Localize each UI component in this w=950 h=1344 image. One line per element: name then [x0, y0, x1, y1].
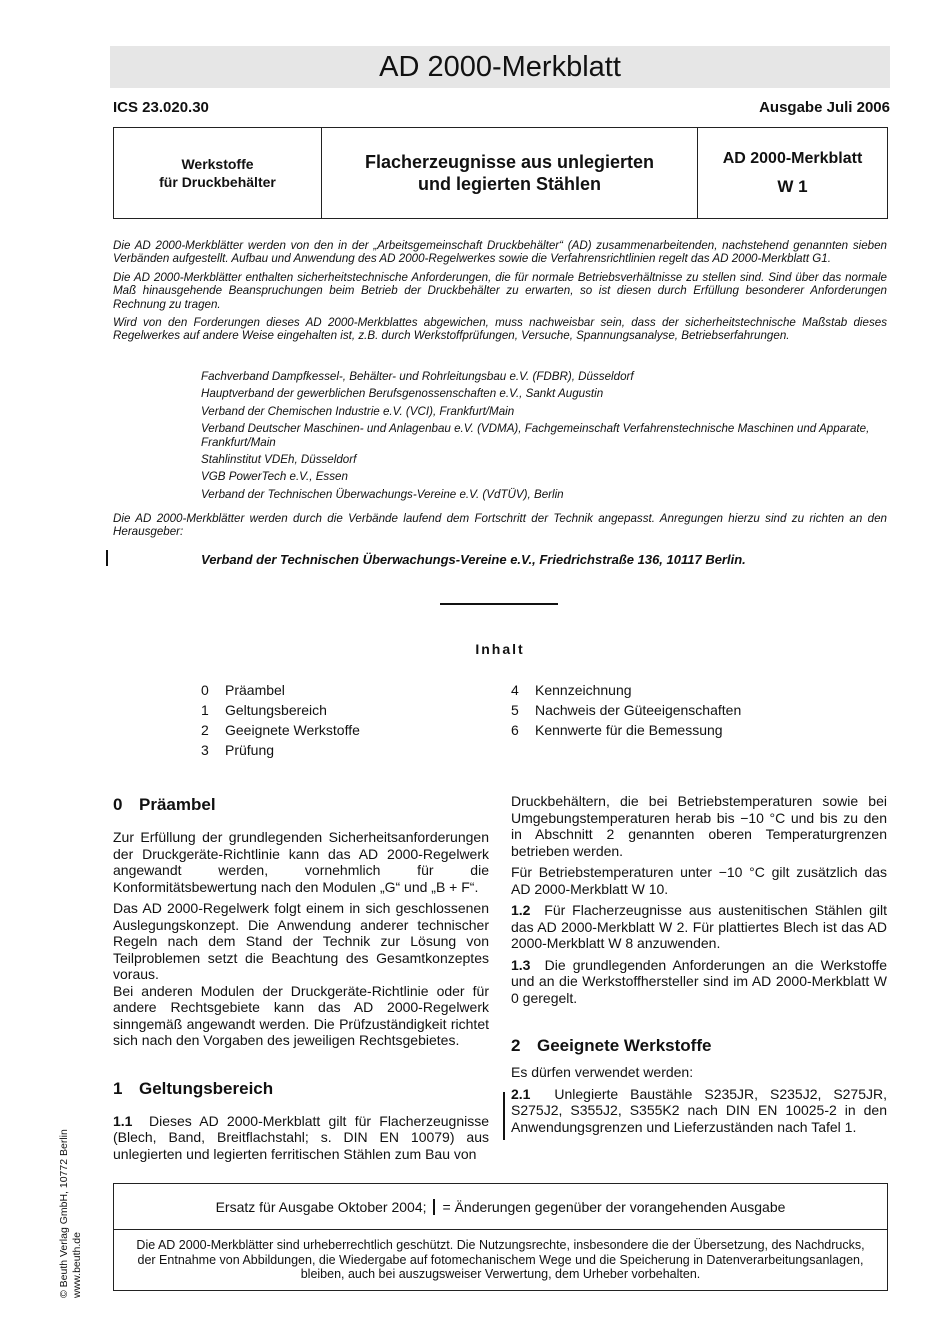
sheet-code: W 1 — [777, 177, 808, 196]
category-cell — [114, 128, 322, 218]
toc-number: 1 — [201, 702, 209, 718]
publisher-address: Verband der Technischen Überwachungs-Vereine e.V., Friedrichstraße 136, 10117 Berlin. — [201, 552, 746, 567]
changes-note: = Änderungen gegenüber der vorangehenden Ausgabe — [442, 1198, 786, 1215]
paragraph-number: 2.1 — [511, 1085, 531, 1102]
association-item: Verband der Technischen Überwachungs-Vereine e.V. (VdTÜV), Berlin — [201, 487, 564, 501]
association-item: Verband der Chemischen Industrie e.V. (VCI), Frankfurt/Main — [201, 404, 515, 418]
category-line-1: Werkstoffe — [181, 156, 254, 172]
edition-date: Ausgabe Juli 2006 — [759, 99, 890, 116]
subject-line-2: und legierten Stählen — [417, 174, 602, 194]
toc-label: Präambel — [225, 682, 285, 698]
section-title: Präambel — [139, 795, 216, 814]
toc-number: 2 — [201, 722, 209, 738]
separator-rule — [440, 603, 558, 605]
document-title: AD 2000-Merkblatt — [110, 46, 890, 88]
ics-code: ICS 23.020.30 — [113, 99, 209, 116]
toc-item[interactable] — [511, 700, 741, 720]
left-column — [113, 795, 489, 1167]
toc-label: Kennzeichnung — [535, 682, 632, 698]
body-paragraph: Zur Erfüllung der grundlegenden Sicherheitsanforderungen der Druckgeräte-Richtlinie kann das AD 2000-Regelwerk angewandt werden, vornehmlich für die Konformitätsbewertung nach den Modulen „G“ und „B + F“. — [113, 829, 489, 895]
body-paragraph: Es dürfen verwendet werden: — [511, 1064, 694, 1080]
association-item: Stahlinstitut VDEh, Düsseldorf — [201, 453, 357, 467]
body-paragraph: Druckbehältern, die bei Betriebstemperaturen sowie bei Umgebungstemperaturen herab bis −10 °C und bis zu den in Abschnitt 2 genannten oberen Temperaturgrenzen betrieben werden. — [511, 793, 887, 859]
header-table — [113, 127, 888, 219]
toc-right-column — [511, 680, 741, 740]
intro-text — [113, 239, 887, 348]
association-item: Verband Deutscher Maschinen- und Anlagenbau e.V. (VDMA), Fachgemeinschaft Verfahrenstechnische Maschinen und Apparate, Frankfurt/Main — [201, 422, 870, 449]
subject-line-1: Flacherzeugnisse aus unlegierten — [364, 152, 655, 172]
intro-paragraph: Die AD 2000-Merkblätter enthalten sicherheitstechnische Anforderungen, die für normale Betriebsverhältnisse zu stellen sind. Sind über das normale Maß hinausgehende Beanspruchungen beim Betrieb der Druckbehälter zu erwarten, so ist diesen durch Erfüllung besonderer Anforderungen Rechnung zu tragen. — [113, 270, 887, 311]
section-number: 2 — [511, 1036, 521, 1055]
body-paragraph: Für Betriebstemperaturen unter −10 °C gilt zusätzlich das AD 2000-Merkblatt W 10. — [511, 864, 887, 897]
change-bar-legend — [433, 1199, 435, 1215]
body-paragraph — [511, 902, 887, 952]
right-column — [511, 793, 887, 1140]
body-paragraph — [511, 1086, 887, 1136]
paragraph-number: 1.2 — [511, 902, 531, 918]
toc-label: Nachweis der Güteeigenschaften — [535, 702, 742, 718]
sidebar-website[interactable]: www.beuth.de — [71, 1232, 83, 1298]
publisher-sidebar — [58, 1078, 84, 1298]
sheet-label: AD 2000-Merkblatt — [722, 150, 863, 167]
paragraph-text: Für Flacherzeugnisse aus austenitischen Stählen gilt das AD 2000-Merkblatt W 2. Für plattiertes Blech ist das AD 2000-Merkblatt W 8 anzuwenden. — [511, 902, 887, 951]
section-heading-preamble — [113, 795, 489, 815]
association-item: Hauptverband der gewerblichen Berufsgenossenschaften e.V., Sankt Augustin — [201, 387, 604, 401]
toc-number: 5 — [511, 702, 519, 718]
toc-number: 6 — [511, 722, 519, 738]
replacement-note: Ersatz für Ausgabe Oktober 2004; — [215, 1198, 427, 1215]
toc-number: 0 — [201, 682, 209, 698]
toc-number: 3 — [201, 742, 209, 758]
intro-paragraph: Die AD 2000-Merkblätter werden von den in der „Arbeitsgemeinschaft Druckbehälter“ (AD) zusammenarbeitenden, nachstehend genannten sieben Verbänden aufgestellt. Aufbau und Anwendung des AD 2000-Regelwerkes sowie die Verfahrensrichtlinien regelt das AD 2000-Merkblatt G1. — [113, 239, 887, 266]
toc-label: Geeignete Werkstoffe — [225, 722, 360, 738]
section-heading-materials — [511, 1036, 887, 1056]
paragraph-text: Dieses AD 2000-Merkblatt gilt für Flacherzeugnisse (Blech, Band, Breitflachstahl; s. DIN EN 10079) aus unlegierten und legierten ferritischen Stählen zum Bau von — [113, 1112, 489, 1162]
paragraph-number: 1.1 — [113, 1112, 133, 1129]
body-paragraph — [511, 957, 887, 1007]
footer-replacement-row — [114, 1184, 887, 1230]
intro-paragraph: Wird von den Forderungen dieses AD 2000-Merkblattes abgewichen, muss nachweisbar sein, dass der sicherheitstechnische Maßstab dieses Regelwerkes auf andere Weise eingehalten ist, z.B. durch Werkstoffprüfungen, Versuche, Spannungsanalyse, Betriebserfahrungen. — [113, 316, 887, 343]
association-item: Fachverband Dampfkessel-, Behälter- und Rohrleitungsbau e.V. (FDBR), Düsseldorf — [201, 370, 634, 383]
toc-item[interactable] — [201, 680, 360, 700]
change-bar-marker — [106, 550, 108, 566]
section-title: Geltungsbereich — [139, 1078, 274, 1098]
section-number: 1 — [113, 1078, 123, 1098]
toc-item[interactable] — [201, 700, 360, 720]
body-paragraph: Bei anderen Modulen der Druckgeräte-Richtlinie oder für andere Rechtsgebiete kann das AD 2000-Regelwerk sinngemäß angewandt werden. Die Prüfzuständigkeit richtet sich nach den Vorgaben des jeweiligen Rechtsgebietes. — [113, 982, 489, 1048]
paragraph-number: 1.3 — [511, 956, 531, 973]
category-line-2: für Druckbehälter — [159, 174, 276, 190]
toc-number: 4 — [511, 682, 519, 698]
toc-label: Prüfung — [225, 742, 275, 758]
toc-label: Kennwerte für die Bemessung — [535, 722, 723, 738]
toc-label: Geltungsbereich — [225, 702, 327, 718]
copyright-notice: Die AD 2000-Merkblätter sind urheberrechtlich geschützt. Die Nutzungsrechte, insbesondere die der Übersetzung, des Nachdrucks, der Entnahme von Abbildungen, die Wiedergabe auf fotomechanischem Wege und die Speicherung in Datenverarbeitungsanlagen, bleiben, auch bei auszugsweiser Verwertung, dem Urheber vorbehalten. — [136, 1238, 865, 1281]
body-paragraph — [113, 1113, 489, 1163]
change-bar-marker — [503, 1092, 505, 1140]
closing-text: Die AD 2000-Merkblätter werden durch die Verbände laufend dem Fortschritt der Technik angepasst. Anregungen hierzu sind zu richten an den Herausgeber: — [113, 512, 887, 539]
paragraph-text: Unlegierte Baustähle S235JR, S235J2, S275JR, S275J2, S355J2, S355K2 nach DIN EN 10025-2 in den Anwendungsgrenzen und Lieferzuständen nach Tafel 1. — [511, 1085, 888, 1135]
sheet-cell — [698, 128, 887, 218]
subject-cell — [322, 128, 698, 218]
toc-title: Inhalt — [475, 641, 525, 657]
section-number: 0 — [113, 795, 123, 814]
toc-item[interactable] — [511, 720, 741, 740]
toc-left-column — [201, 680, 360, 760]
sidebar-copyright: © Beuth Verlag GmbH, 10772 Berlin — [58, 1129, 70, 1298]
toc-item[interactable] — [511, 680, 741, 700]
paragraph-text: Die grundlegenden Anforderungen an die Werkstoffe und an die Werkstoffhersteller sind im AD 2000-Merkblatt W 0 geregelt. — [511, 956, 887, 1006]
toc-item[interactable] — [201, 720, 360, 740]
footer-box — [113, 1183, 888, 1291]
toc-item[interactable] — [201, 740, 360, 760]
association-item: VGB PowerTech e.V., Essen — [201, 470, 348, 484]
section-title: Geeignete Werkstoffe — [537, 1036, 712, 1055]
body-paragraph: Das AD 2000-Regelwerk folgt einem in sich geschlossenen Auslegungskonzept. Die Anwendung anderer technischer Regeln nach dem Stand der Technik zur Lösung von Teilproblemen setzt die Beachtung des Gesamtkonzeptes voraus. — [113, 900, 489, 982]
association-list — [201, 370, 881, 505]
section-heading-scope — [113, 1079, 489, 1099]
